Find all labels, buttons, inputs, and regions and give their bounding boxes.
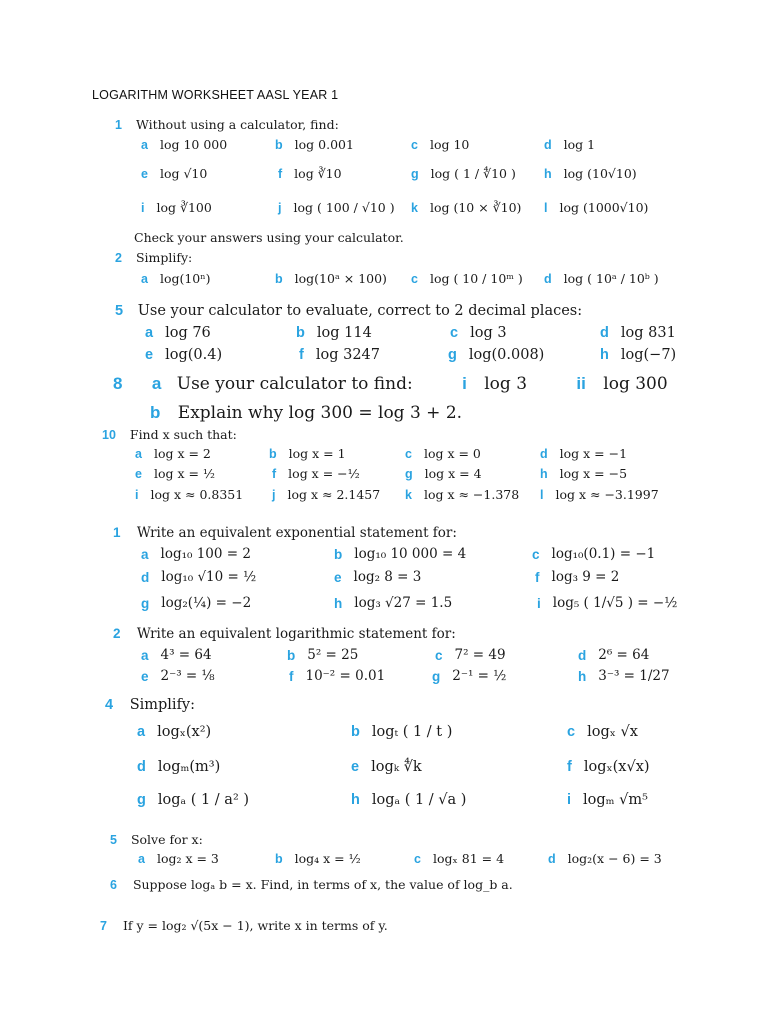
part-label: h <box>334 595 343 611</box>
part-label: k <box>405 487 412 502</box>
question-7 <box>100 918 388 933</box>
part-label: d <box>548 851 556 866</box>
part-label: a <box>141 546 149 562</box>
part-label: h <box>540 466 548 481</box>
part-label: k <box>411 200 418 215</box>
part-label: b <box>296 325 305 341</box>
question-stem: Solve for x: <box>130 832 203 847</box>
part-label: l <box>544 200 548 215</box>
question-stem: Use your calculator to evaluate, correct to 2 decimal places: <box>137 303 583 319</box>
part-label: i <box>135 487 139 502</box>
part-label: d <box>540 446 548 461</box>
worksheet-title: LOGARITHM WORKSHEET AASL YEAR 1 <box>92 88 339 102</box>
part-expression: log ( 1 / ∜10 ) <box>430 166 516 181</box>
part-expression: log x = −½ <box>288 466 360 481</box>
question-1 <box>115 117 339 132</box>
part-label: c <box>435 647 443 663</box>
part-expression: log 10 <box>429 137 470 152</box>
part-label: j <box>278 200 282 215</box>
part-expression: log₂(x − 6) = 3 <box>567 851 662 866</box>
part-expression: log₄ x = ½ <box>294 851 361 866</box>
part-label: e <box>135 466 142 481</box>
part-label: e <box>145 347 154 363</box>
part-label: a <box>141 647 149 663</box>
part-expression: logₐ ( 1 / √a ) <box>371 792 467 808</box>
part-expression: log₁₀ √10 = ½ <box>161 569 257 585</box>
question-stem: Suppose logₐ b = x. Find, in terms of x, the value of log_b a. <box>132 877 513 892</box>
part-expression: log x = −1 <box>559 446 628 461</box>
part-expression: log x ≈ −3.1997 <box>555 487 659 502</box>
part-label: a <box>138 851 145 866</box>
question-number: 2 <box>115 251 122 265</box>
question-stem: Simplify: <box>129 697 196 713</box>
part-label: e <box>141 668 149 684</box>
question-stem: Write an equivalent exponential statement for: <box>136 525 457 541</box>
part-label: c <box>532 546 540 562</box>
question-number: 1 <box>115 118 122 132</box>
question-4 <box>105 697 195 713</box>
part-expression: log x = 4 <box>424 466 482 481</box>
part-label: d <box>137 759 146 775</box>
question-8-b <box>150 403 462 423</box>
question-2-logarithmic <box>113 626 456 642</box>
part-label: c <box>411 137 418 152</box>
part-expression: log 1 <box>563 137 596 152</box>
part-expression: log ( 100 / √10 ) <box>293 200 395 215</box>
part-label: a <box>135 446 142 461</box>
part-label: f <box>567 759 572 775</box>
part-label: a <box>141 137 148 152</box>
part-expression: log √10 <box>159 166 208 181</box>
question-number: 6 <box>110 878 117 892</box>
part-label: g <box>432 668 441 684</box>
part-label: c <box>411 271 418 286</box>
part-label: a <box>137 724 146 740</box>
question-stem: Simplify: <box>135 250 193 265</box>
question-number: 2 <box>113 626 121 641</box>
part-label: j <box>272 487 276 502</box>
part-expression: log₃ 9 = 2 <box>551 569 620 585</box>
part-label: c <box>414 851 421 866</box>
subpart-label: ii <box>576 374 586 393</box>
part-label: e <box>141 166 148 181</box>
part-expression: log₂(¼) = −2 <box>161 595 252 611</box>
check-note: Check your answers using your calculator. <box>134 230 404 245</box>
subpart-label: i <box>462 374 467 393</box>
part-label: b <box>351 724 360 740</box>
part-expression: logₖ ∜k <box>371 759 422 775</box>
question-number: 8 <box>113 374 123 393</box>
question-1-exponential <box>113 525 457 541</box>
part-label: f <box>535 569 540 585</box>
part-expression: log 10 000 <box>159 137 228 152</box>
part-expression: log(10ⁿ) <box>159 271 211 286</box>
part-text: Use your calculator to find: <box>176 374 413 394</box>
part-label: h <box>578 668 587 684</box>
part-expression: log 0.001 <box>294 137 354 152</box>
part-expression: 2⁻³ = ⅛ <box>160 668 215 684</box>
question-8-a <box>113 374 668 394</box>
part-label: d <box>578 647 587 663</box>
part-expression: log 3 <box>470 325 507 341</box>
part-expression: log₁₀ 10 000 = 4 <box>354 546 467 562</box>
subpart-expression: log 300 <box>603 374 668 394</box>
part-label: h <box>544 166 552 181</box>
part-label: g <box>141 595 150 611</box>
question-number: 1 <box>113 525 121 540</box>
part-label: b <box>334 546 343 562</box>
part-expression: log(0.4) <box>165 347 223 363</box>
part-label: i <box>141 200 145 215</box>
part-label: d <box>544 271 552 286</box>
question-2 <box>115 250 192 265</box>
part-label: b <box>275 851 283 866</box>
part-expression: log ( 10 / 10ᵐ ) <box>429 271 523 286</box>
part-label: h <box>351 792 360 808</box>
part-expression: log x = −5 <box>559 466 628 481</box>
part-expression: log ∛100 <box>156 200 212 215</box>
part-label: g <box>405 466 413 481</box>
part-expression: logₜ ( 1 / t ) <box>371 724 453 740</box>
part-expression: log₃ √27 = 1.5 <box>354 595 453 611</box>
part-label: g <box>137 792 146 808</box>
part-label: b <box>269 446 277 461</box>
part-label: i <box>537 595 541 611</box>
question-number: 10 <box>102 428 116 442</box>
part-label: f <box>289 668 294 684</box>
part-label: d <box>600 325 609 341</box>
part-expression: log (10√10) <box>563 166 637 181</box>
part-text: Explain why log 300 = log 3 + 2. <box>177 403 463 423</box>
part-expression: log ( 10ᵃ / 10ᵇ ) <box>563 271 659 286</box>
part-label: c <box>405 446 412 461</box>
part-expression: log x ≈ −1.378 <box>423 487 520 502</box>
question-stem: If y = log₂ √(5x − 1), write x in terms of y. <box>122 918 388 933</box>
part-label: e <box>334 569 342 585</box>
part-expression: log₅ ( 1/√5 ) = −½ <box>552 595 678 611</box>
part-expression: log 114 <box>316 325 372 341</box>
part-label: e <box>351 759 360 775</box>
subpart-expression: log 3 <box>484 374 528 394</box>
part-expression: log(10ᵃ × 100) <box>294 271 387 286</box>
part-label: a <box>151 374 162 393</box>
part-expression: log(−7) <box>620 347 677 363</box>
part-expression: log x ≈ 2.1457 <box>287 487 381 502</box>
part-expression: logₘ √m⁵ <box>583 792 648 808</box>
part-expression: log (10 × ∛10) <box>429 200 522 215</box>
part-label: b <box>287 647 296 663</box>
part-label: f <box>272 466 277 481</box>
part-expression: log(0.008) <box>468 347 545 363</box>
part-expression: 2⁶ = 64 <box>598 647 650 663</box>
part-label: d <box>141 569 150 585</box>
part-expression: 5² = 25 <box>307 647 359 663</box>
part-label: i <box>567 792 572 808</box>
question-stem: Find x such that: <box>129 427 237 442</box>
part-expression: log 76 <box>165 325 211 341</box>
question-5 <box>115 303 582 319</box>
part-expression: log ∛10 <box>294 166 342 181</box>
part-expression: logₓ 81 = 4 <box>432 851 505 866</box>
part-expression: log 3247 <box>315 347 381 363</box>
part-label: b <box>150 403 161 422</box>
part-expression: 10⁻² = 0.01 <box>305 668 386 684</box>
part-expression: 7² = 49 <box>454 647 506 663</box>
part-label: l <box>540 487 544 502</box>
part-label: c <box>567 724 576 740</box>
part-expression: logₘ(m³) <box>157 759 221 775</box>
part-expression: log x = 2 <box>153 446 211 461</box>
part-expression: log₁₀(0.1) = −1 <box>551 546 656 562</box>
part-label: b <box>275 271 283 286</box>
part-expression: logₓ(x²) <box>157 724 212 740</box>
part-expression: log (1000√10) <box>559 200 649 215</box>
part-label: h <box>600 347 609 363</box>
part-expression: log x ≈ 0.8351 <box>150 487 244 502</box>
part-expression: log₁₀ 100 = 2 <box>160 546 251 562</box>
part-label: f <box>278 166 283 181</box>
part-label: d <box>544 137 552 152</box>
question-stem: Write an equivalent logarithmic statement for: <box>136 626 456 642</box>
question-number: 5 <box>115 303 124 319</box>
part-label: c <box>450 325 459 341</box>
part-expression: logₐ ( 1 / a² ) <box>157 792 250 808</box>
question-number: 5 <box>110 833 117 847</box>
question-number: 7 <box>100 919 107 933</box>
part-expression: log 831 <box>620 325 676 341</box>
part-label: b <box>275 137 283 152</box>
question-6 <box>110 877 513 892</box>
part-expression: logₓ(x√x) <box>583 759 650 775</box>
part-expression: log x = 1 <box>288 446 346 461</box>
part-expression: 3⁻³ = 1/27 <box>598 668 670 684</box>
part-label: g <box>448 347 457 363</box>
question-5-solve <box>110 832 203 847</box>
part-label: a <box>141 271 148 286</box>
part-expression: log₂ x = 3 <box>156 851 219 866</box>
question-10 <box>102 427 237 442</box>
part-expression: logₓ √x <box>587 724 638 740</box>
part-expression: log x = 0 <box>423 446 481 461</box>
part-expression: log₂ 8 = 3 <box>353 569 422 585</box>
part-label: f <box>299 347 304 363</box>
part-expression: 2⁻¹ = ½ <box>452 668 507 684</box>
part-expression: 4³ = 64 <box>160 647 212 663</box>
part-label: g <box>411 166 419 181</box>
question-stem: Without using a calculator, find: <box>135 117 339 132</box>
question-number: 4 <box>105 697 114 713</box>
part-expression: log x = ½ <box>153 466 216 481</box>
part-label: a <box>145 325 154 341</box>
